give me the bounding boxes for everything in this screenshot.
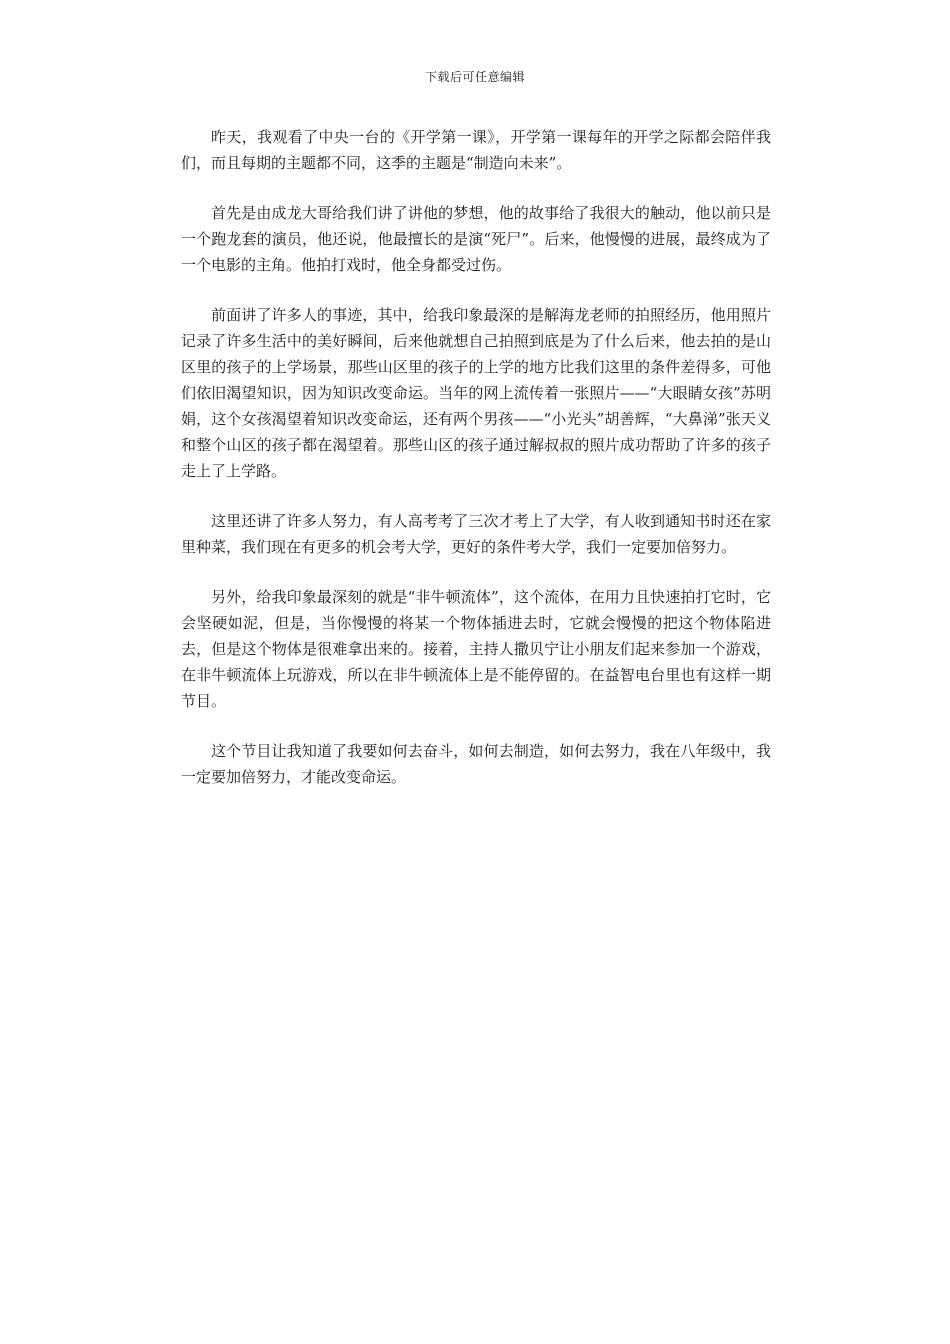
paragraph-6: 这个节目让我知道了我要如何去奋斗，如何去制造，如何去努力，我在八年级中，我一定要加倍努力，才能改变命运。 xyxy=(181,742,771,786)
essay-body xyxy=(181,124,771,814)
paragraph-5: 另外，给我印象最深刻的就是“非牛顿流体”，这个流体，在用力且快速拍打它时，它会坚硬如泥，但是，当你慢慢的将某一个物体插进去时，它就会慢慢的把这个物体陷进去，但是这个物体是很难拿出来的。接着，主持人撒贝宁让小朋友们起来参加一个游戏，在非牛顿流体上玩游戏，所以在非牛顿流体上是不能停留的。在益智电台里也有这样一期节目。 xyxy=(181,588,771,710)
paragraph-4: 这里还讲了许多人努力，有人高考考了三次才考上了大学，有人收到通知书时还在家里种菜，我们现在有更多的机会考大学，更好的条件考大学，我们一定要加倍努力。 xyxy=(181,512,771,556)
paragraph-1: 昨天，我观看了中央一台的《开学第一课》，开学第一课每年的开学之际都会陪伴我们，而且每期的主题都不同，这季的主题是“制造向未来”。 xyxy=(181,128,771,172)
header-note: 下载后可任意编辑 xyxy=(424,70,525,84)
paragraph-3: 前面讲了许多人的事迹，其中，给我印象最深的是解海龙老师的拍照经历，他用照片记录了许多生活中的美好瞬间，后来他就想自己拍照到底是为了什么后来，他去拍的是山区里的孩子的上学场景，那些山区里的孩子的上学的地方比我们这里的条件差得多，可他们依旧渴望知识，因为知识改变命运。当年的网上流传着一张照片——“大眼睛女孩”苏明娟，这个女孩渴望着知识改变命运，还有两个男孩——“小光头”胡善辉，“大鼻涕”张天义和整个山区的孩子都在渴望着。那些山区的孩子通过解叔叔的照片成功帮助了许多的孩子走上了上学路。 xyxy=(181,306,771,480)
paragraph-2: 首先是由成龙大哥给我们讲了讲他的梦想，他的故事给了我很大的触动，他以前只是一个跑龙套的演员，他还说，他最擅长的是演“死尸”。后来，他慢慢的进展，最终成为了一个电影的主角。他拍打戏时，他全身都受过伤。 xyxy=(181,204,771,274)
